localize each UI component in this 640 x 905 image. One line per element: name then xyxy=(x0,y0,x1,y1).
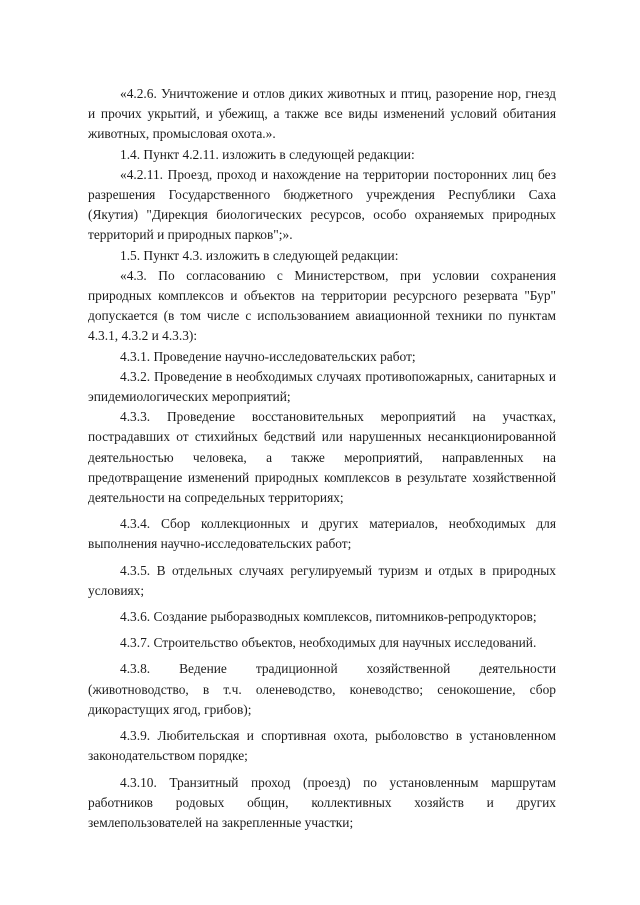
paragraph-4-3-6: 4.3.6. Создание рыборазводных комплексов, питомников-репродукторов; xyxy=(120,609,537,625)
paragraph-4-3-7: 4.3.7. Строительство объектов, необходимых для научных исследований. xyxy=(120,635,537,651)
paragraph-4-3-3: 4.3.3. Проведение восстановительных мероприятий на участках, пострадавших от стихийных бедствий или нарушенных несанкционированной деятельностью человека, а также мероприятий, направленных на предотвращение изменений природных комплексов в результате хозяйственной деятельности на сопредельных территориях; xyxy=(88,409,556,506)
paragraph-4-3-8: 4.3.8. Ведение традиционной хозяйственной деятельности (животноводство, в т.ч. оленеводство, коневодство; сенокошение, сбор дикорастущих ягод, грибов); xyxy=(88,661,556,717)
paragraph-4-2-11: «4.2.11. Проезд, проход и нахождение на территории посторонних лиц без разрешения Государственного бюджетного учреждения Республики Саха (Якутия) "Дирекция биологических ресурсов, особо охраняемых природных территорий и природных парков";». xyxy=(88,166,556,243)
paragraph-4-3-4: 4.3.4. Сбор коллекционных и других материалов, необходимых для выполнения научно-исследовательских работ; xyxy=(88,516,556,552)
paragraph-4-2-6: «4.2.6. Уничтожение и отлов диких животных и птиц, разорение нор, гнезд и прочих укрытий, и убежищ, а также все виды изменений условий обитания животных, промысловая охота.». xyxy=(88,86,556,142)
paragraph-4-3: «4.3. По согласованию с Министерством, при условии сохранения природных комплексов и объектов на территории ресурсного резервата "Бур" допускается (в том числе с использованием авиационной техники по пунктам 4.3.1, 4.3.2 и 4.3.3): xyxy=(88,267,556,344)
paragraph-4-3-9: 4.3.9. Любительская и спортивная охота, рыболовство в установленном законодательством порядке; xyxy=(88,728,556,764)
paragraph-4-3-1: 4.3.1. Проведение научно-исследовательских работ; xyxy=(120,348,416,364)
paragraph-1-5: 1.5. Пункт 4.3. изложить в следующей редакции: xyxy=(120,247,399,263)
paragraph-4-3-10: 4.3.10. Транзитный проход (проезд) по установленным маршрутам работников родовых общин, коллективных хозяйств и других землепользователей на закрепленные участки; xyxy=(88,774,556,830)
paragraph-4-3-5: 4.3.5. В отдельных случаях регулируемый туризм и отдых в природных условиях; xyxy=(88,562,556,598)
document-body xyxy=(88,84,556,833)
paragraph-1-4: 1.4. Пункт 4.2.11. изложить в следующей редакции: xyxy=(120,146,415,162)
paragraph-4-3-2: 4.3.2. Проведение в необходимых случаях противопожарных, санитарных и эпидемиологических мероприятий; xyxy=(88,368,556,405)
